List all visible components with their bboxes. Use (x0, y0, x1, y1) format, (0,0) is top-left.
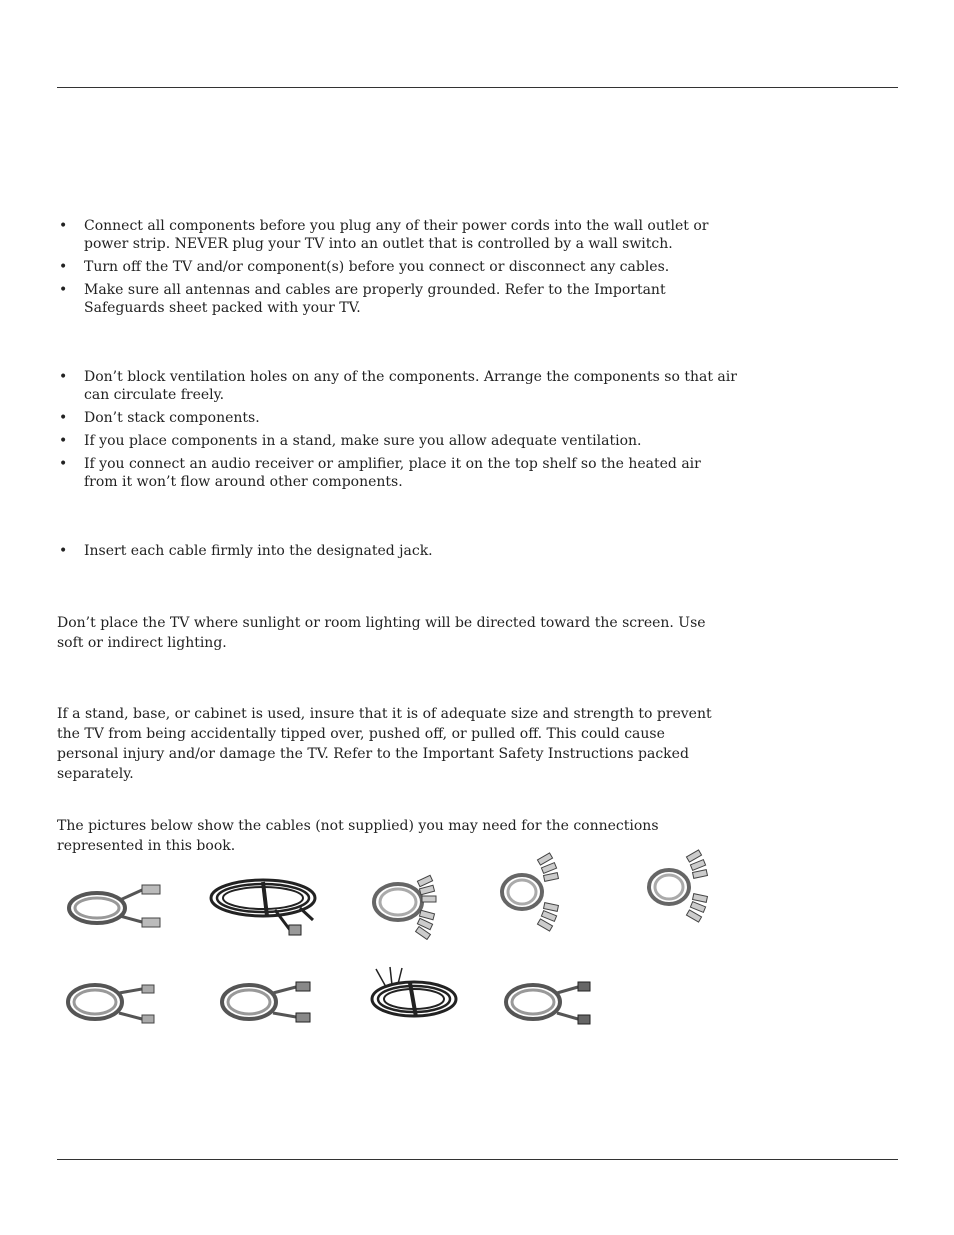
list-item: • Don’t block ventilation holes on any of the components. Arrange the components so that air can circulate freely. (59, 369, 737, 403)
component-video-cable-icon (498, 850, 573, 935)
top-rule (57, 87, 898, 88)
list-item: • Insert each cable firmly into the designated jack. (59, 543, 433, 559)
cable-types-paragraph: The pictures below show the cables (not supplied) you may need for the connections represented in this book. (57, 818, 659, 854)
ventilation-list (57, 368, 737, 496)
speaker-wire-icon (366, 965, 466, 1025)
grounding-list (57, 217, 737, 322)
list-item: • Connect all components before you plug any of their power cords into the wall outlet or power strip. NEVER plug your TV into an outlet that is controlled by a wall switch. (59, 218, 709, 252)
audio-video-cable-icon (368, 860, 448, 940)
component-video-cable-icon (645, 845, 725, 930)
s-video-cable-icon (62, 880, 167, 935)
list-item: • Don’t stack components. (59, 410, 260, 426)
stand-paragraph: If a stand, base, or cabinet is used, insure that it is of adequate size and strength to prevent the TV from being accidentally tipped over, pushed off, or pulled off. This could cause personal injury and/or damage the TV. Refer to the Important Safety Instructions packed separately. (57, 706, 712, 782)
bottom-rule (57, 1159, 898, 1160)
list-item: • If you place components in a stand, make sure you allow adequate ventilation. (59, 433, 642, 449)
list-item: • Turn off the TV and/or component(s) before you connect or disconnect any cables. (59, 259, 670, 275)
rf-cable-icon (500, 975, 600, 1030)
list-item: • Make sure all antennas and cables are properly grounded. Refer to the Important Safeguards sheet packed with your TV. (59, 282, 666, 316)
cables-list (57, 542, 737, 565)
coaxial-cable-icon (62, 975, 162, 1030)
power-cord-icon (205, 870, 330, 940)
list-item: • If you connect an audio receiver or amplifier, place it on the top shelf so the heated air from it won’t flow around other components. (59, 456, 701, 490)
lighting-paragraph: Don’t place the TV where sunlight or room lighting will be directed toward the screen. Use soft or indirect lighting. (57, 615, 706, 651)
optical-cable-icon (216, 975, 316, 1030)
